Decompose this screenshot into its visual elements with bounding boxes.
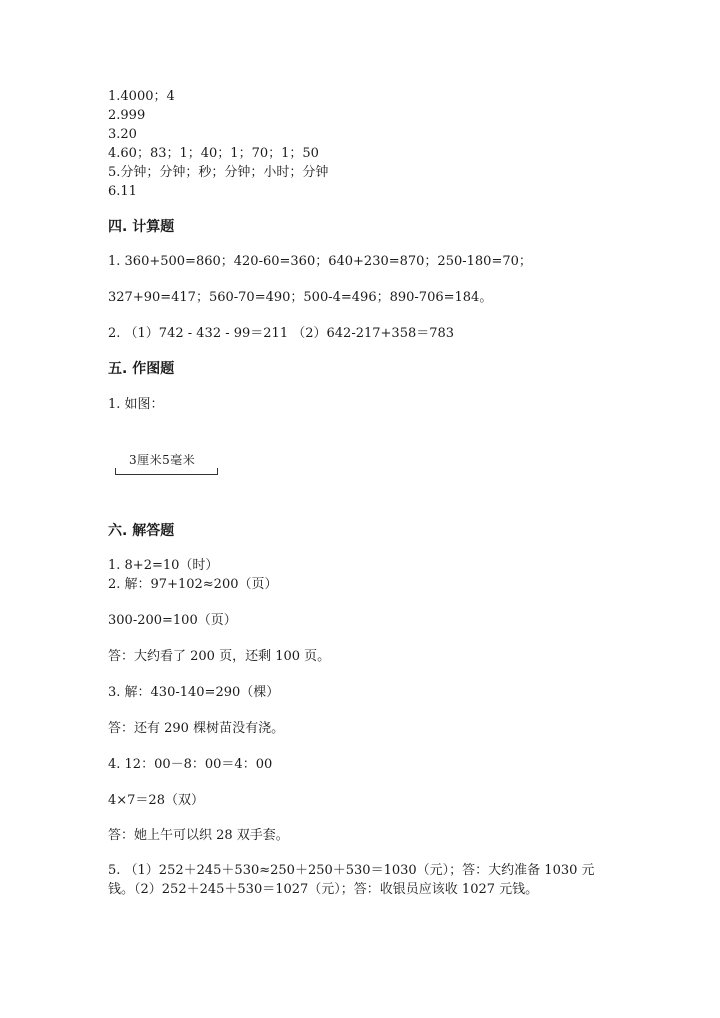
section-heading-calculation: 四. 计算题 [108, 219, 175, 235]
solution-line-11: 钱。（2）252＋245＋530＝1027（元）；答：收银员应该收 1027 元钱。 [108, 882, 539, 897]
fill-answer-2: 2.999 [108, 108, 146, 123]
section-heading-word-problems: 六. 解答题 [108, 523, 175, 539]
calc-answer-line-1: 1. 360+500=860；420-60=360；640+230=870；250-180=70； [108, 254, 532, 269]
solution-line-3: 300-200=100（页） [108, 613, 237, 628]
solution-line-9: 答：她上午可以织 28 双手套。 [108, 828, 289, 843]
solution-line-1: 1. 8+2=10（时） [108, 558, 219, 573]
line-segment-figure [115, 452, 219, 478]
segment-left-tick [115, 468, 116, 475]
fill-answer-3: 3.20 [108, 127, 137, 142]
drawing-answer-line: 1. 如图： [108, 397, 164, 412]
solution-line-10: 5. （1）252＋245＋530≈250＋250＋530＝1030（元）；答：大约准备 1030 元 [108, 863, 595, 878]
calc-answer-line-3: 2. （1）742 - 432 - 99＝211 （2）642-217+358＝783 [108, 326, 455, 341]
segment-right-tick [217, 468, 218, 475]
fill-answer-6: 6.11 [108, 184, 137, 199]
calc-answer-line-2: 327+90=417；560-70=490；500-4=496；890-706=184。 [108, 290, 493, 305]
fill-answer-4: 4.60；83；1；40；1；70；1；50 [108, 146, 319, 161]
solution-line-6: 答：还有 290 棵树苗没有浇。 [108, 721, 285, 736]
solution-line-5: 3. 解：430-140=290（棵） [108, 685, 280, 700]
solution-line-2: 2. 解：97+102≈200（页） [108, 577, 278, 592]
section-heading-drawing: 五. 作图题 [108, 361, 175, 377]
fill-answer-1: 1.4000；4 [108, 89, 175, 104]
solution-line-7: 4. 12：00－8：00＝4：00 [108, 757, 273, 772]
figure-length-label: 3厘米5毫米 [129, 453, 196, 467]
solution-line-4: 答：大约看了 200 页，还剩 100 页。 [108, 649, 331, 664]
line-segment [116, 474, 218, 475]
solution-line-8: 4×7＝28（双） [108, 793, 204, 808]
fill-answer-5: 5.分钟；分钟；秒；分钟；小时；分钟 [108, 165, 329, 180]
